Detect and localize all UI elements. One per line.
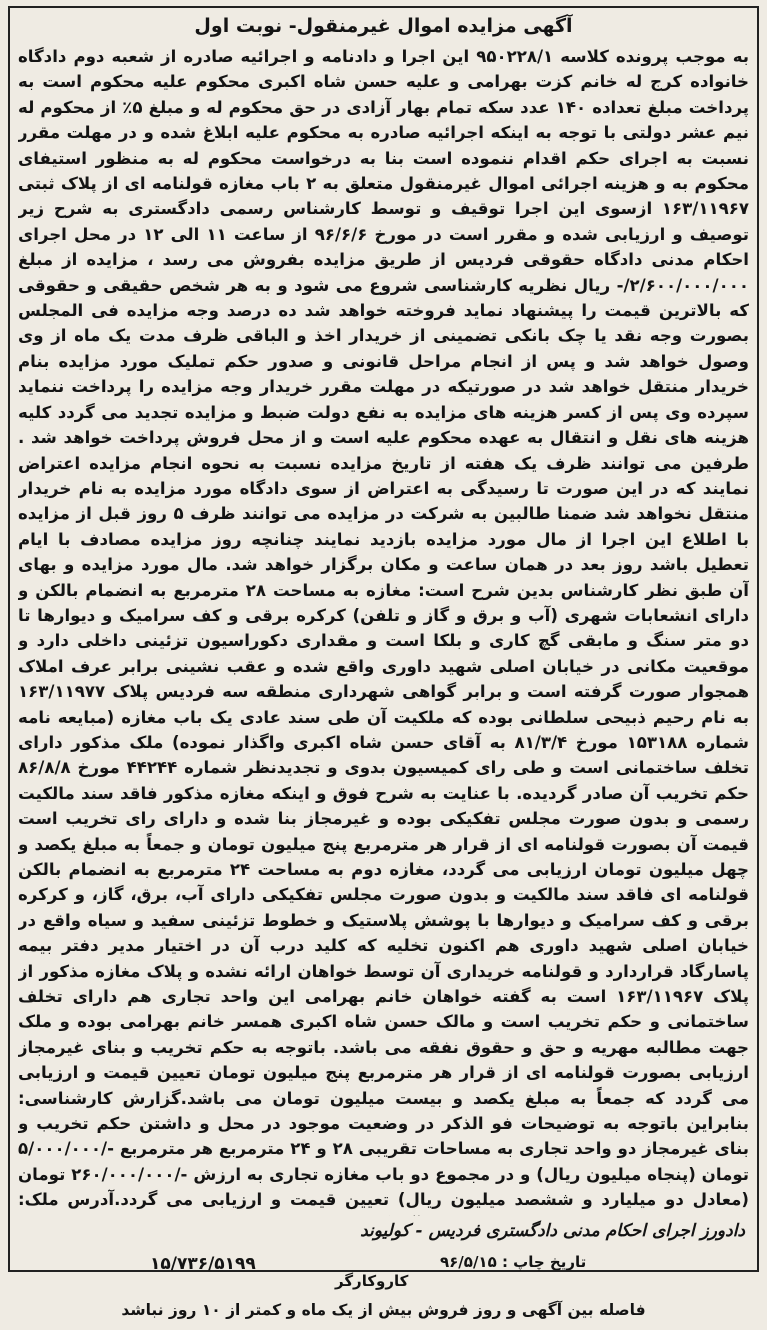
notice-footer: فاصله بین آگهی و روز فروش بیش از یک ماه و کمتر از ۱۰ روز نباشد bbox=[121, 1301, 646, 1319]
notice-title: آگهی مزایده اموال غیرمنقول- نوبت اول bbox=[194, 15, 573, 37]
print-date: تاریخ چاپ : ۹۶/۵/۱۵ bbox=[440, 1253, 587, 1271]
notice-body: به موجب پرونده کلاسه ۹۵۰۲۲۸/۱ این اجرا و دادنامه و اجرائیه صادره از شعبه دوم دادگاه خانواده کرج له خانم کزت بهرامی و علیه حسن شاه اکبری محکوم علیه محکوم است به پرداخت مبلغ تعداده ۱۴۰ عدد سکه تمام بهار آزادی در حق محکوم له و مبلغ ۵٪ از محکوم له نیم عشر دولتی با توجه به اینکه اجرائیه صادره به محکوم علیه ابلاغ شده و در مهلت مقرر نسبت به اجرای حکم اقدام ننموده است بنا به درخواست محکوم له به منظور استیفای محکوم به و هزینه اجرائی اموال غیرمنقول متعلق به ۲ باب مغازه قولنامه ای از پلاک ثبتی ۱۶۳/۱۱۹۶۷ ازسوی این اجرا توقیف و توسط کارشناس رسمی دادگستری به شرح زیر توصیف و ارزیابی شده و مقرر است در مورخ ۹۶/۶/۶ از ساعت ۱۱ الی ۱۲ در محل اجرای احکام مدنی دادگاه حقوقی فردیس از طریق مزایده بفروش می رسد ، مزایده از مبلغ ۲/۶۰۰/۰۰۰/۰۰۰/- ریال نظریه کارشناسی شروع می شود و به هر شخص حقیقی و حقوقی که بالاترین قیمت را پیشنهاد نماید فروخته خواهد شد ده درصد وجه مزایده فی المجلس بصورت وجه نقد یا چک بانکی تضمینی از خریدار اخذ و الباقی ظرف مدت یک ماه از وی وصول خواهد شد و پس از انجام مراحل قانونی و صدور حکم تملیک مورد مزایده بنام خریدار منتقل خواهد شد در صورتیکه در مهلت مقرر خریدار وجه مزایده را پرداخت ننماید سپرده وی پس از کسر هزینه های مزایده به نفع دولت ضبط و مزایده تجدید می گردد کلیه هزینه های نقل و انتقال به عهده محکوم علیه است و از محل فروش پرداخت خواهد شد . طرفین می توانند ظرف یک هفته از تاریخ مزایده نسبت به نحوه انجام مزایده اعتراض نمایند که در این صورت تا رسیدگی به اعتراض از سوی دادگاه مورد مزایده به نام خریدار منتقل نخواهد شد ضمنا طالبین به شرکت در مزایده می توانند ظرف ۵ روز قبل از مزایده با اطلاع این اجرا از مال مورد مزایده بازدید نمایند چنانچه روز مزایده مصادف با ایام تعطیل باشد روز بعد در همان ساعت و مکان برگزار خواهد شد. مال مورد مزایده و بهای آن طبق نظر کارشناس بدین شرح است: مغازه به مساحت ۲۸ مترمربع به انضمام بالکن و دارای انشعابات شهری (آب و برق و گاز و تلفن) کرکره برقی و کف سرامیک و دیوارها تا دو متر سنگ و مابقی گچ کاری و بلکا است و مقداری دکوراسیون تزئینی داخلی دارد و موقعیت مکانی در خیابان اصلی شهید داوری واقع شده و عقب نشینی برابر عرف املاک همجوار صورت گرفته است و برابر گواهی شهرداری منطقه سه فردیس پلاک ۱۶۳/۱۱۹۷۷ به نام رحیم ذبیحی سلطانی بوده که ملکیت آن طی سند عادی یک باب مغازه (مبایعه نامه شماره ۱۵۳۱۸۸ مورخ ۸۱/۳/۴ به آقای حسن شاه اکبری واگذار نموده) ملک مذکور دارای تخلف ساختمانی است و طی رای کمیسیون بدوی و تجدیدنظر شماره ۴۴۲۴۴ مورخ ۸۶/۸/۸ حکم تخریب آن صادر گردیده. با عنایت به شرح فوق و اینکه مغازه مذکور فاقد سند مالکیت رسمی و بدون صورت مجلس تفکیکی بوده و غیرمجاز بنا شده و دارای رای تخریب است قیمت آن بصورت قولنامه ای از قرار هر مترمربع پنج میلیون تومان و جمعاً به مبلغ یکصد و چهل میلیون تومان ارزیابی می گردد، مغازه دوم به مساحت ۲۴ مترمربع به انضمام بالکن قولنامه ای فاقد سند مالکیت و بدون صورت مجلس تفکیکی دارای آب، برق، گاز، و کرکره برقی و کف سرامیک و دیوارها با پوشش پلاستیک و خطوط تزئینی سفید و سیاه واقع در خیابان اصلی شهید داوری هم اکنون تخلیه که کلید درب آن در اختیار مدیر دفتر بیمه پاسارگاد قراردارد و قولنامه خریداری آن توسط خواهان ارائه نشده و پلاک مغازه مذکور از پلاک ۱۶۳/۱۱۹۶۷ است به گفته خواهان خانم بهرامی این واحد تجاری هم دارای تخلف ساختمانی و حکم تخریب است و مالک حسن شاه اکبری همسر خانم بهرامی بوده و ملک جهت مطالبه مهریه و حق و حقوق نفقه می باشد. باتوجه به حکم تخریب و بنای غیرمجاز ارزیابی بصورت قولنامه ای از قرار هر مترمربع پنج میلیون تومان تعیین قیمت و ارزیابی می گردد که جمعاً به مبلغ یکصد و بیست میلیون تومان می باشد.گزارش کارشناسی: بنابراین باتوجه به توضیحات فو الذکر در وضعیت موجود در محل و داشتن حکم تخریب و بنای غیرمجاز دو واحد تجاری به مساحات تقریبی ۲۸ و ۲۴ مترمربع هر مترمربع -/۵/۰۰۰/۰۰۰ تومان (پنجاه میلیون ریال) و در مجموع دو باب مغازه تجاری به ارزش -/۲۶۰/۰۰۰/۰۰۰ تومان (معادل دو میلیارد و ششصد میلیون ریال) تعیین قیمت و ارزیابی می گردد.آدرس ملک: bbox=[18, 47, 749, 1210]
sign-role: کاروکارگر bbox=[335, 1272, 409, 1290]
notice-signature: دادورز اجرای احکام مدنی دادگستری فردیس - کولیوند bbox=[360, 1221, 745, 1241]
reference-number: ۱۵/۷۳۶/۵۱۹۹ bbox=[150, 1254, 256, 1274]
